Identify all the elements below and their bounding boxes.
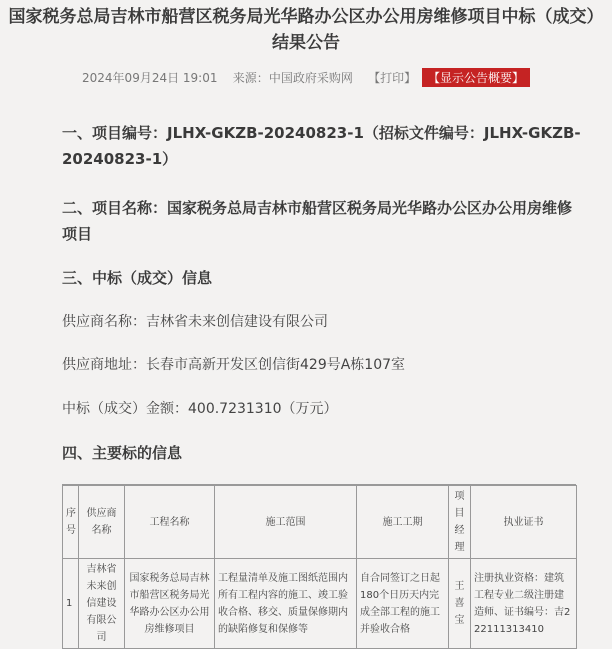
show-summary-button[interactable]: 【显示公告概要】: [422, 68, 530, 87]
project-number-heading: 一、项目编号：JLHX-GKZB-20240823-1（招标文件编号：JLHX-GKZB-: [62, 124, 581, 142]
col-header-manager: 项目经理: [449, 486, 471, 559]
cell-supplier: 吉林省未来创信建设有限公司: [79, 559, 125, 649]
cell-project: 国家税务总局吉林市船营区税务局光华路办公区办公用房维修项目: [125, 559, 215, 649]
col-header-certificate: 执业证书: [471, 486, 577, 559]
cell-certificate: 注册执业资格：建筑工程专业二级注册建造师、证书编号：吉222111313410: [471, 559, 577, 649]
source-label: 来源：: [232, 71, 269, 85]
section-project-name: [62, 195, 582, 247]
project-number-heading-cont: 20240823-1）: [62, 150, 178, 168]
print-button[interactable]: 【打印】: [368, 71, 417, 85]
source-link[interactable]: 中国政府采购网: [268, 71, 353, 85]
supplier-name-field: [62, 311, 582, 333]
main-items-heading: 四、主要标的信息: [62, 444, 183, 462]
col-header-supplier: 供应商名称: [79, 486, 125, 559]
publish-datetime: 2024年09月24日 19:01: [82, 71, 218, 85]
project-name-heading: 二、项目名称：国家税务总局吉林市船营区税务局光华路办公区办公用房维修: [62, 199, 573, 217]
main-items-table-wrapper: [62, 484, 576, 643]
cell-index: 1: [63, 559, 79, 649]
cell-period: 自合同签订之日起180个日历天内完成全部工程的施工并验收合格: [357, 559, 449, 649]
supplier-address-field: [62, 354, 582, 376]
announcement-meta: [0, 68, 612, 87]
section-award-info: [62, 265, 582, 291]
project-name-heading-cont: 项目: [62, 225, 93, 243]
award-amount-field: [62, 398, 582, 420]
supplier-name: 供应商名称：吉林省未来创信建设有限公司: [62, 314, 328, 330]
col-header-project: 工程名称: [125, 486, 215, 559]
main-items-table: [62, 485, 577, 649]
section-main-items: [62, 440, 582, 466]
award-amount: 中标（成交）金额：400.7231310（万元）: [62, 401, 338, 417]
cell-scope: 工程量清单及施工图纸范围内所有工程内容的施工、竣工验收合格、移交、质量保修期内的缺陷修复和保修等: [215, 559, 357, 649]
col-header-scope: 施工范围: [215, 486, 357, 559]
award-info-heading: 三、中标（成交）信息: [62, 269, 213, 287]
col-header-index: 序号: [63, 486, 79, 559]
table-row: [63, 559, 577, 649]
table-header-row: [63, 486, 577, 559]
col-header-period: 施工工期: [357, 486, 449, 559]
cell-manager: 王喜宝: [449, 559, 471, 649]
page-title: 国家税务总局吉林市船营区税务局光华路办公区办公用房维修项目中标（成交）结果公告: [8, 7, 604, 53]
supplier-address: 供应商地址：长春市高新开发区创信街429号A栋107室: [62, 357, 406, 373]
section-project-number: [62, 120, 582, 172]
